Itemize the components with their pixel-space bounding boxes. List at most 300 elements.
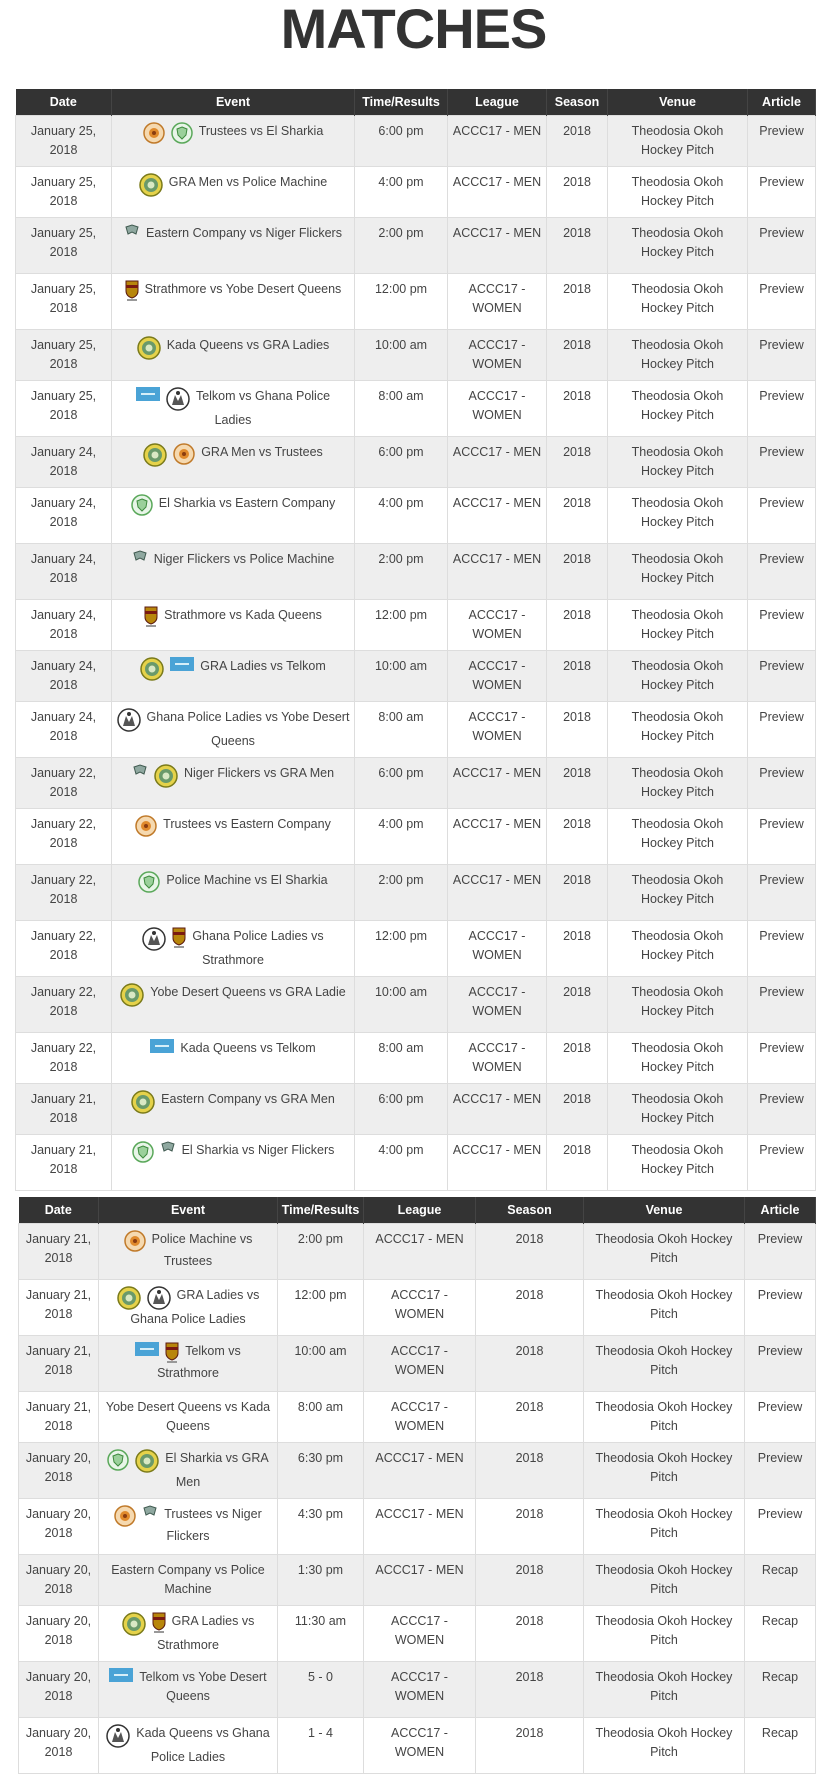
column-header-event[interactable]: Event [112, 89, 355, 116]
cell-time: 2:00 pm [355, 865, 448, 921]
telkom-logo [170, 657, 194, 671]
telkom-logo [135, 1342, 159, 1356]
event-title[interactable]: GRA Ladies vs Telkom [200, 659, 326, 673]
cell-time: 4:00 pm [355, 167, 448, 218]
table-row [16, 865, 816, 921]
column-header-season[interactable]: Season [547, 89, 608, 116]
cell-venue: Theodosia Okoh Hockey Pitch [608, 865, 748, 921]
column-header-venue[interactable]: Venue [608, 89, 748, 116]
cell-venue: Theodosia Okoh Hockey Pitch [608, 702, 748, 758]
cell-season: 2018 [547, 488, 608, 544]
cell-season: 2018 [547, 921, 608, 977]
cell-article[interactable]: Preview [748, 116, 816, 167]
event-title[interactable]: GRA Ladies vs Ghana Police Ladies [130, 1288, 260, 1326]
shield-crest-logo [107, 1449, 129, 1471]
cell-season: 2018 [547, 702, 608, 758]
flag-crest-logo [132, 764, 148, 778]
event-title[interactable]: Niger Flickers vs GRA Men [183, 766, 335, 780]
cell-league: ACCC17 - WOMEN [364, 1662, 476, 1718]
cell-date: January 22, 2018 [16, 977, 112, 1033]
cell-league: ACCC17 - WOMEN [364, 1392, 476, 1443]
column-header-season[interactable]: Season [476, 1197, 584, 1224]
cell-article[interactable]: Preview [745, 1392, 816, 1443]
sun-crest-logo [124, 1230, 146, 1252]
event-title[interactable]: Eastern Company vs GRA Men [161, 1092, 335, 1106]
cell-league: ACCC17 - WOMEN [448, 651, 547, 702]
event-title[interactable]: GRA Men vs Police Machine [168, 175, 328, 189]
gra-crest-logo [117, 1286, 141, 1310]
cell-time: 10:00 am [278, 1336, 364, 1392]
cell-time: 2:00 pm [278, 1224, 364, 1280]
cell-venue: Theodosia Okoh Hockey Pitch [584, 1392, 745, 1443]
gra-crest-logo [135, 1449, 159, 1473]
flag-crest-logo [142, 1505, 158, 1519]
table-row [19, 1392, 816, 1443]
cell-date: January 25, 2018 [16, 381, 112, 437]
cell-event[interactable] [112, 702, 355, 758]
matches-table-1 [15, 89, 816, 1191]
cell-event[interactable] [112, 809, 355, 865]
table-row [19, 1555, 816, 1606]
cell-date: January 20, 2018 [19, 1443, 99, 1499]
cell-event[interactable] [112, 1033, 355, 1084]
cell-article[interactable]: Preview [745, 1336, 816, 1392]
cell-venue: Theodosia Okoh Hockey Pitch [608, 921, 748, 977]
sun-crest-logo [143, 122, 165, 144]
cell-league: ACCC17 - MEN [448, 758, 547, 809]
event-title[interactable]: Kada Queens vs Telkom [180, 1041, 316, 1055]
column-header-date[interactable]: Date [19, 1197, 99, 1224]
cell-venue: Theodosia Okoh Hockey Pitch [608, 330, 748, 381]
cell-article[interactable]: Preview [748, 809, 816, 865]
cell-event[interactable] [99, 1606, 278, 1662]
cell-league: ACCC17 - MEN [448, 1135, 547, 1191]
event-title[interactable]: Telkom vs Yobe Desert Queens [139, 1670, 267, 1703]
cell-event[interactable] [99, 1443, 278, 1499]
cell-article[interactable]: Preview [745, 1280, 816, 1336]
event-title[interactable]: GRA Men vs Trustees [201, 445, 323, 459]
cell-venue: Theodosia Okoh Hockey Pitch [608, 167, 748, 218]
cell-venue: Theodosia Okoh Hockey Pitch [584, 1443, 745, 1499]
cell-season: 2018 [547, 381, 608, 437]
cell-league: ACCC17 - WOMEN [448, 330, 547, 381]
cell-season: 2018 [547, 218, 608, 274]
cell-article[interactable]: Preview [745, 1443, 816, 1499]
cell-league: ACCC17 - MEN [448, 437, 547, 488]
cell-season: 2018 [476, 1499, 584, 1555]
cell-event[interactable] [112, 437, 355, 488]
police-crest-logo [166, 387, 190, 411]
cell-league: ACCC17 - WOMEN [364, 1280, 476, 1336]
cell-time: 10:00 am [355, 977, 448, 1033]
event-title[interactable]: Kada Queens vs Ghana Police Ladies [136, 1726, 270, 1764]
table-row [16, 809, 816, 865]
cell-venue: Theodosia Okoh Hockey Pitch [608, 600, 748, 651]
cell-venue: Theodosia Okoh Hockey Pitch [608, 544, 748, 600]
police-crest-logo [142, 927, 166, 951]
cell-date: January 22, 2018 [16, 921, 112, 977]
cell-event[interactable] [99, 1718, 278, 1774]
sun-crest-logo [114, 1505, 136, 1527]
table-row [16, 274, 816, 330]
cell-time: 6:00 pm [355, 758, 448, 809]
table-row [19, 1662, 816, 1718]
cell-event[interactable] [112, 651, 355, 702]
cell-date: January 24, 2018 [16, 702, 112, 758]
column-header-article[interactable]: Article [745, 1197, 816, 1224]
table-row [19, 1280, 816, 1336]
cell-venue: Theodosia Okoh Hockey Pitch [584, 1606, 745, 1662]
flag-crest-logo [160, 1141, 176, 1155]
table-header-row [16, 89, 816, 116]
cell-time: 12:00 pm [278, 1280, 364, 1336]
cell-article[interactable]: Preview [748, 977, 816, 1033]
cell-season: 2018 [547, 809, 608, 865]
event-title[interactable]: Police Machine vs Trustees [151, 1232, 253, 1268]
cell-season: 2018 [547, 167, 608, 218]
event-title[interactable]: Telkom vs Strathmore [157, 1344, 241, 1380]
cell-time: 11:30 am [278, 1606, 364, 1662]
cell-article[interactable]: Preview [748, 758, 816, 809]
cell-venue: Theodosia Okoh Hockey Pitch [608, 758, 748, 809]
cell-time: 2:00 pm [355, 218, 448, 274]
cell-event[interactable] [112, 544, 355, 600]
column-header-league[interactable]: League [448, 89, 547, 116]
cell-event[interactable] [112, 274, 355, 330]
cell-date: January 21, 2018 [19, 1224, 99, 1280]
cell-article[interactable]: Preview [748, 167, 816, 218]
cell-time: 4:00 pm [355, 1135, 448, 1191]
cell-time: 6:00 pm [355, 1084, 448, 1135]
table-row [16, 921, 816, 977]
cell-league: ACCC17 - WOMEN [448, 600, 547, 651]
table-row [16, 977, 816, 1033]
cell-article[interactable]: Preview [748, 218, 816, 274]
cell-venue: Theodosia Okoh Hockey Pitch [608, 488, 748, 544]
table-row [19, 1718, 816, 1774]
cell-league: ACCC17 - WOMEN [448, 381, 547, 437]
cell-article[interactable]: Recap [745, 1662, 816, 1718]
cell-venue: Theodosia Okoh Hockey Pitch [608, 977, 748, 1033]
police-crest-logo [106, 1724, 130, 1748]
event-title[interactable]: Yobe Desert Queens vs GRA Ladie [150, 985, 346, 999]
cell-league: ACCC17 - MEN [448, 116, 547, 167]
cell-venue: Theodosia Okoh Hockey Pitch [584, 1662, 745, 1718]
cell-league: ACCC17 - WOMEN [448, 702, 547, 758]
cell-date: January 20, 2018 [19, 1499, 99, 1555]
event-title[interactable]: Strathmore vs Yobe Desert Queens [144, 282, 342, 296]
cell-season: 2018 [476, 1606, 584, 1662]
column-header-venue[interactable]: Venue [584, 1197, 745, 1224]
cell-article[interactable]: Recap [745, 1606, 816, 1662]
cell-venue: Theodosia Okoh Hockey Pitch [608, 1135, 748, 1191]
cell-date: January 21, 2018 [19, 1336, 99, 1392]
cell-date: January 24, 2018 [16, 437, 112, 488]
table-row [16, 1033, 816, 1084]
event-title[interactable]: Telkom vs Ghana Police Ladies [195, 389, 331, 427]
cell-time: 5 - 0 [278, 1662, 364, 1718]
cell-date: January 25, 2018 [16, 218, 112, 274]
cell-date: January 22, 2018 [16, 865, 112, 921]
event-title[interactable]: Ghana Police Ladies vs Strathmore [192, 929, 324, 967]
cell-league: ACCC17 - MEN [448, 218, 547, 274]
cell-venue: Theodosia Okoh Hockey Pitch [584, 1718, 745, 1774]
cell-time: 8:00 am [278, 1392, 364, 1443]
event-title[interactable]: Trustees vs El Sharkia [198, 124, 324, 138]
cell-date: January 20, 2018 [19, 1555, 99, 1606]
cell-event[interactable] [99, 1499, 278, 1555]
cell-article[interactable]: Preview [748, 1084, 816, 1135]
shield-crest-logo [131, 494, 153, 516]
cell-time: 12:00 pm [355, 600, 448, 651]
cell-season: 2018 [547, 544, 608, 600]
cell-date: January 21, 2018 [16, 1135, 112, 1191]
cell-date: January 25, 2018 [16, 330, 112, 381]
cell-date: January 20, 2018 [19, 1662, 99, 1718]
cell-date: January 22, 2018 [16, 809, 112, 865]
event-title[interactable]: Ghana Police Ladies vs Yobe Desert Queens [146, 710, 350, 748]
cell-date: January 25, 2018 [16, 274, 112, 330]
cell-article[interactable]: Preview [748, 651, 816, 702]
cell-venue: Theodosia Okoh Hockey Pitch [584, 1336, 745, 1392]
column-header-event[interactable]: Event [99, 1197, 278, 1224]
gra-crest-logo [137, 336, 161, 360]
cell-event[interactable] [112, 865, 355, 921]
cell-date: January 21, 2018 [16, 1084, 112, 1135]
table-row [16, 758, 816, 809]
flag-crest-logo [132, 550, 148, 564]
cell-event[interactable] [112, 1135, 355, 1191]
gra-crest-logo [131, 1090, 155, 1114]
event-title[interactable]: Niger Flickers vs Police Machine [153, 552, 335, 566]
column-header-time[interactable]: Time/Results [355, 89, 448, 116]
cell-league: ACCC17 - MEN [448, 488, 547, 544]
cell-event[interactable] [112, 116, 355, 167]
cell-article[interactable]: Preview [748, 865, 816, 921]
cell-event[interactable] [112, 758, 355, 809]
table-row [16, 437, 816, 488]
cell-event[interactable] [99, 1392, 278, 1443]
cell-venue: Theodosia Okoh Hockey Pitch [608, 1033, 748, 1084]
table-row [16, 1084, 816, 1135]
cell-season: 2018 [476, 1662, 584, 1718]
cell-event[interactable] [99, 1336, 278, 1392]
cell-season: 2018 [547, 651, 608, 702]
cell-season: 2018 [547, 758, 608, 809]
event-title[interactable]: Strathmore vs Kada Queens [164, 608, 322, 622]
cell-time: 6:00 pm [355, 437, 448, 488]
cell-event[interactable] [112, 921, 355, 977]
cell-season: 2018 [547, 1033, 608, 1084]
cell-venue: Theodosia Okoh Hockey Pitch [608, 809, 748, 865]
strathmore-crest-logo [172, 927, 186, 949]
cell-event[interactable] [99, 1280, 278, 1336]
table-row [16, 600, 816, 651]
cell-league: ACCC17 - WOMEN [364, 1606, 476, 1662]
cell-time: 10:00 am [355, 651, 448, 702]
cell-event[interactable] [112, 330, 355, 381]
event-title[interactable]: Eastern Company vs Niger Flickers [146, 226, 342, 240]
cell-article[interactable]: Recap [745, 1718, 816, 1774]
cell-date: January 24, 2018 [16, 651, 112, 702]
cell-event[interactable] [112, 600, 355, 651]
column-header-date[interactable]: Date [16, 89, 112, 116]
police-crest-logo [117, 708, 141, 732]
cell-article[interactable]: Preview [745, 1224, 816, 1280]
event-title[interactable]: Trustees vs Niger Flickers [164, 1507, 262, 1543]
strathmore-crest-logo [165, 1342, 179, 1364]
gra-crest-logo [139, 173, 163, 197]
table-row [16, 544, 816, 600]
cell-time: 12:00 pm [355, 274, 448, 330]
cell-article[interactable]: Preview [748, 330, 816, 381]
shield-crest-logo [171, 122, 193, 144]
cell-time: 1:30 pm [278, 1555, 364, 1606]
strathmore-crest-logo [152, 1612, 166, 1634]
cell-season: 2018 [476, 1392, 584, 1443]
page-title: MATCHES [280, 0, 547, 60]
cell-venue: Theodosia Okoh Hockey Pitch [608, 381, 748, 437]
cell-time: 12:00 pm [355, 921, 448, 977]
cell-season: 2018 [547, 1135, 608, 1191]
cell-event[interactable] [112, 218, 355, 274]
table-row [16, 381, 816, 437]
shield-crest-logo [132, 1141, 154, 1163]
cell-league: ACCC17 - WOMEN [364, 1336, 476, 1392]
event-title[interactable]: Eastern Company vs Police Machine [111, 1563, 265, 1596]
sun-crest-logo [173, 443, 195, 465]
event-title[interactable]: Kada Queens vs GRA Ladies [166, 338, 330, 352]
event-title[interactable]: Yobe Desert Queens vs Kada Queens [105, 1400, 271, 1433]
cell-date: January 25, 2018 [16, 116, 112, 167]
table-row [19, 1336, 816, 1392]
cell-article[interactable]: Preview [748, 600, 816, 651]
cell-event[interactable] [99, 1224, 278, 1280]
table-row [16, 218, 816, 274]
cell-league: ACCC17 - MEN [448, 167, 547, 218]
cell-article[interactable]: Preview [745, 1499, 816, 1555]
cell-event[interactable] [99, 1662, 278, 1718]
cell-article[interactable]: Preview [748, 437, 816, 488]
table-row [19, 1443, 816, 1499]
cell-league: ACCC17 - MEN [448, 1084, 547, 1135]
cell-venue: Theodosia Okoh Hockey Pitch [608, 274, 748, 330]
cell-season: 2018 [547, 1084, 608, 1135]
cell-season: 2018 [547, 600, 608, 651]
column-header-article[interactable]: Article [748, 89, 816, 116]
cell-event[interactable] [112, 167, 355, 218]
cell-event[interactable] [112, 381, 355, 437]
cell-league: ACCC17 - MEN [448, 865, 547, 921]
cell-article[interactable]: Recap [745, 1555, 816, 1606]
sun-crest-logo [135, 815, 157, 837]
flag-crest-logo [124, 224, 140, 238]
event-title[interactable]: El Sharkia vs Niger Flickers [181, 1143, 335, 1157]
cell-league: ACCC17 - MEN [448, 809, 547, 865]
table-row [16, 488, 816, 544]
cell-venue: Theodosia Okoh Hockey Pitch [584, 1224, 745, 1280]
event-title[interactable]: El Sharkia vs GRA Men [165, 1451, 269, 1489]
cell-venue: Theodosia Okoh Hockey Pitch [608, 218, 748, 274]
cell-venue: Theodosia Okoh Hockey Pitch [608, 116, 748, 167]
cell-event[interactable] [112, 1084, 355, 1135]
telkom-logo [109, 1668, 133, 1682]
cell-time: 10:00 am [355, 330, 448, 381]
cell-article[interactable]: Preview [748, 274, 816, 330]
strathmore-crest-logo [125, 280, 139, 302]
cell-date: January 20, 2018 [19, 1606, 99, 1662]
cell-date: January 24, 2018 [16, 488, 112, 544]
cell-season: 2018 [547, 977, 608, 1033]
cell-league: ACCC17 - WOMEN [364, 1718, 476, 1774]
cell-article[interactable]: Preview [748, 1033, 816, 1084]
cell-venue: Theodosia Okoh Hockey Pitch [608, 1084, 748, 1135]
cell-article[interactable]: Preview [748, 702, 816, 758]
cell-league: ACCC17 - WOMEN [448, 921, 547, 977]
column-header-league[interactable]: League [364, 1197, 476, 1224]
cell-venue: Theodosia Okoh Hockey Pitch [584, 1555, 745, 1606]
gra-crest-logo [143, 443, 167, 467]
police-crest-logo [147, 1286, 171, 1310]
cell-time: 2:00 pm [355, 544, 448, 600]
cell-season: 2018 [476, 1555, 584, 1606]
cell-time: 4:00 pm [355, 488, 448, 544]
gra-crest-logo [154, 764, 178, 788]
cell-season: 2018 [476, 1336, 584, 1392]
cell-article[interactable]: Preview [748, 1135, 816, 1191]
cell-league: ACCC17 - MEN [448, 544, 547, 600]
cell-article[interactable]: Preview [748, 921, 816, 977]
cell-article[interactable]: Preview [748, 488, 816, 544]
cell-date: January 24, 2018 [16, 600, 112, 651]
cell-event[interactable] [112, 977, 355, 1033]
cell-date: January 22, 2018 [16, 1033, 112, 1084]
cell-time: 4:30 pm [278, 1499, 364, 1555]
shield-crest-logo [138, 871, 160, 893]
cell-season: 2018 [476, 1718, 584, 1774]
cell-article[interactable]: Preview [748, 544, 816, 600]
telkom-logo [150, 1039, 174, 1053]
cell-event[interactable] [99, 1555, 278, 1606]
cell-venue: Theodosia Okoh Hockey Pitch [584, 1280, 745, 1336]
cell-event[interactable] [112, 488, 355, 544]
cell-league: ACCC17 - WOMEN [448, 274, 547, 330]
table-row [16, 167, 816, 218]
table-row [16, 116, 816, 167]
event-title[interactable]: GRA Ladies vs Strathmore [157, 1614, 255, 1652]
column-header-time[interactable]: Time/Results [278, 1197, 364, 1224]
event-title[interactable]: Police Machine vs El Sharkia [166, 873, 328, 887]
cell-article[interactable]: Preview [748, 381, 816, 437]
event-title[interactable]: El Sharkia vs Eastern Company [158, 496, 336, 510]
cell-season: 2018 [547, 330, 608, 381]
cell-league: ACCC17 - MEN [364, 1555, 476, 1606]
table-row [19, 1224, 816, 1280]
cell-date: January 22, 2018 [16, 758, 112, 809]
cell-date: January 25, 2018 [16, 167, 112, 218]
matches-table-2 [18, 1197, 816, 1774]
cell-season: 2018 [547, 116, 608, 167]
cell-venue: Theodosia Okoh Hockey Pitch [608, 437, 748, 488]
cell-date: January 24, 2018 [16, 544, 112, 600]
cell-season: 2018 [547, 274, 608, 330]
cell-venue: Theodosia Okoh Hockey Pitch [608, 651, 748, 702]
telkom-logo [136, 387, 160, 401]
cell-date: January 20, 2018 [19, 1718, 99, 1774]
table-row [19, 1499, 816, 1555]
cell-date: January 21, 2018 [19, 1280, 99, 1336]
event-title[interactable]: Trustees vs Eastern Company [163, 817, 331, 831]
